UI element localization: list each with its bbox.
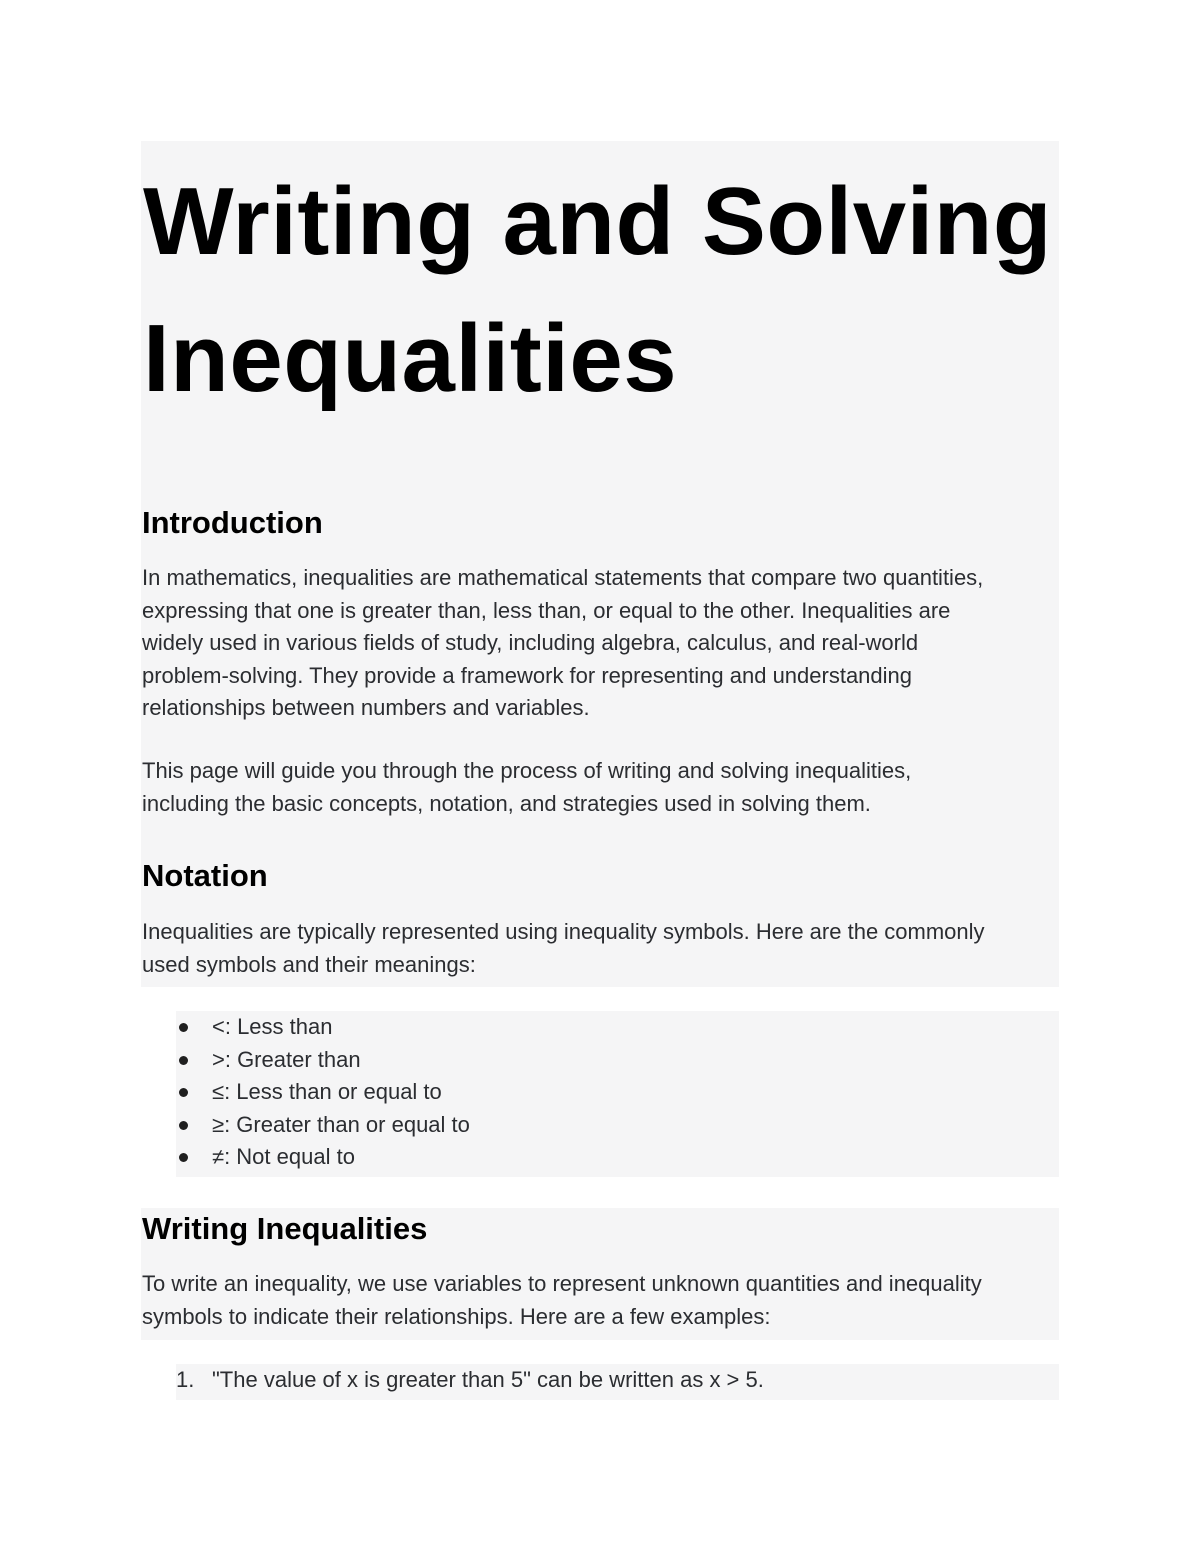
- paragraph-line: This page will guide you through the process of writing and solving inequalities,: [142, 758, 912, 783]
- paragraph-line: symbols to indicate their relationships. Here are a few examples:: [142, 1303, 771, 1329]
- paragraph-line: widely used in various fields of study, including algebra, calculus, and real-world: [142, 630, 919, 656]
- writing-inequalities-paragraph: [142, 1268, 982, 1333]
- introduction-paragraph-1: [142, 562, 983, 725]
- examples-numbered-list: [176, 1364, 1059, 1400]
- paragraph-line: relationships between numbers and variables.: [142, 695, 590, 721]
- notation-paragraph: [142, 916, 985, 981]
- introduction-heading: Introduction: [142, 505, 323, 540]
- list-item-text: ≥: Greater than or equal to: [212, 1111, 470, 1137]
- list-item-text: ≠: Not equal to: [212, 1144, 355, 1170]
- paragraph-line: In mathematics, inequalities are mathematical statements that compare two quantities,: [142, 565, 984, 590]
- bullet-icon: [179, 1023, 188, 1032]
- list-item-text: "The value of x is greater than 5" can be written as x > 5.: [212, 1367, 764, 1392]
- writing-inequalities-heading: Writing Inequalities: [142, 1211, 428, 1246]
- introduction-paragraph-2: [142, 755, 911, 820]
- list-item-text: <: Less than: [212, 1014, 333, 1039]
- paragraph-line: expressing that one is greater than, less than, or equal to the other. Inequalities are: [142, 597, 951, 623]
- notation-heading: Notation: [142, 858, 268, 893]
- paragraph-line: used symbols and their meanings:: [142, 951, 476, 977]
- notation-symbol-list: [176, 1011, 1059, 1177]
- bullet-icon: [179, 1153, 188, 1162]
- list-item-text: ≤: Less than or equal to: [212, 1079, 442, 1105]
- paragraph-line: problem-solving. They provide a framework for representing and understanding: [142, 662, 913, 688]
- list-item-text: >: Greater than: [212, 1046, 361, 1072]
- document-title: Writing and Solving Inequalities: [143, 168, 1053, 412]
- paragraph-line: Inequalities are typically represented using inequality symbols. Here are the commonly: [142, 919, 985, 944]
- list-number: 1.: [176, 1367, 195, 1392]
- paragraph-line: To write an inequality, we use variables to represent unknown quantities and inequality: [142, 1271, 982, 1296]
- document-main-block: [141, 141, 1059, 987]
- paragraph-line: including the basic concepts, notation, and strategies used in solving them.: [142, 790, 871, 816]
- bullet-icon: [179, 1056, 188, 1065]
- writing-inequalities-block: [141, 1208, 1059, 1340]
- bullet-icon: [179, 1088, 188, 1097]
- bullet-icon: [179, 1121, 188, 1130]
